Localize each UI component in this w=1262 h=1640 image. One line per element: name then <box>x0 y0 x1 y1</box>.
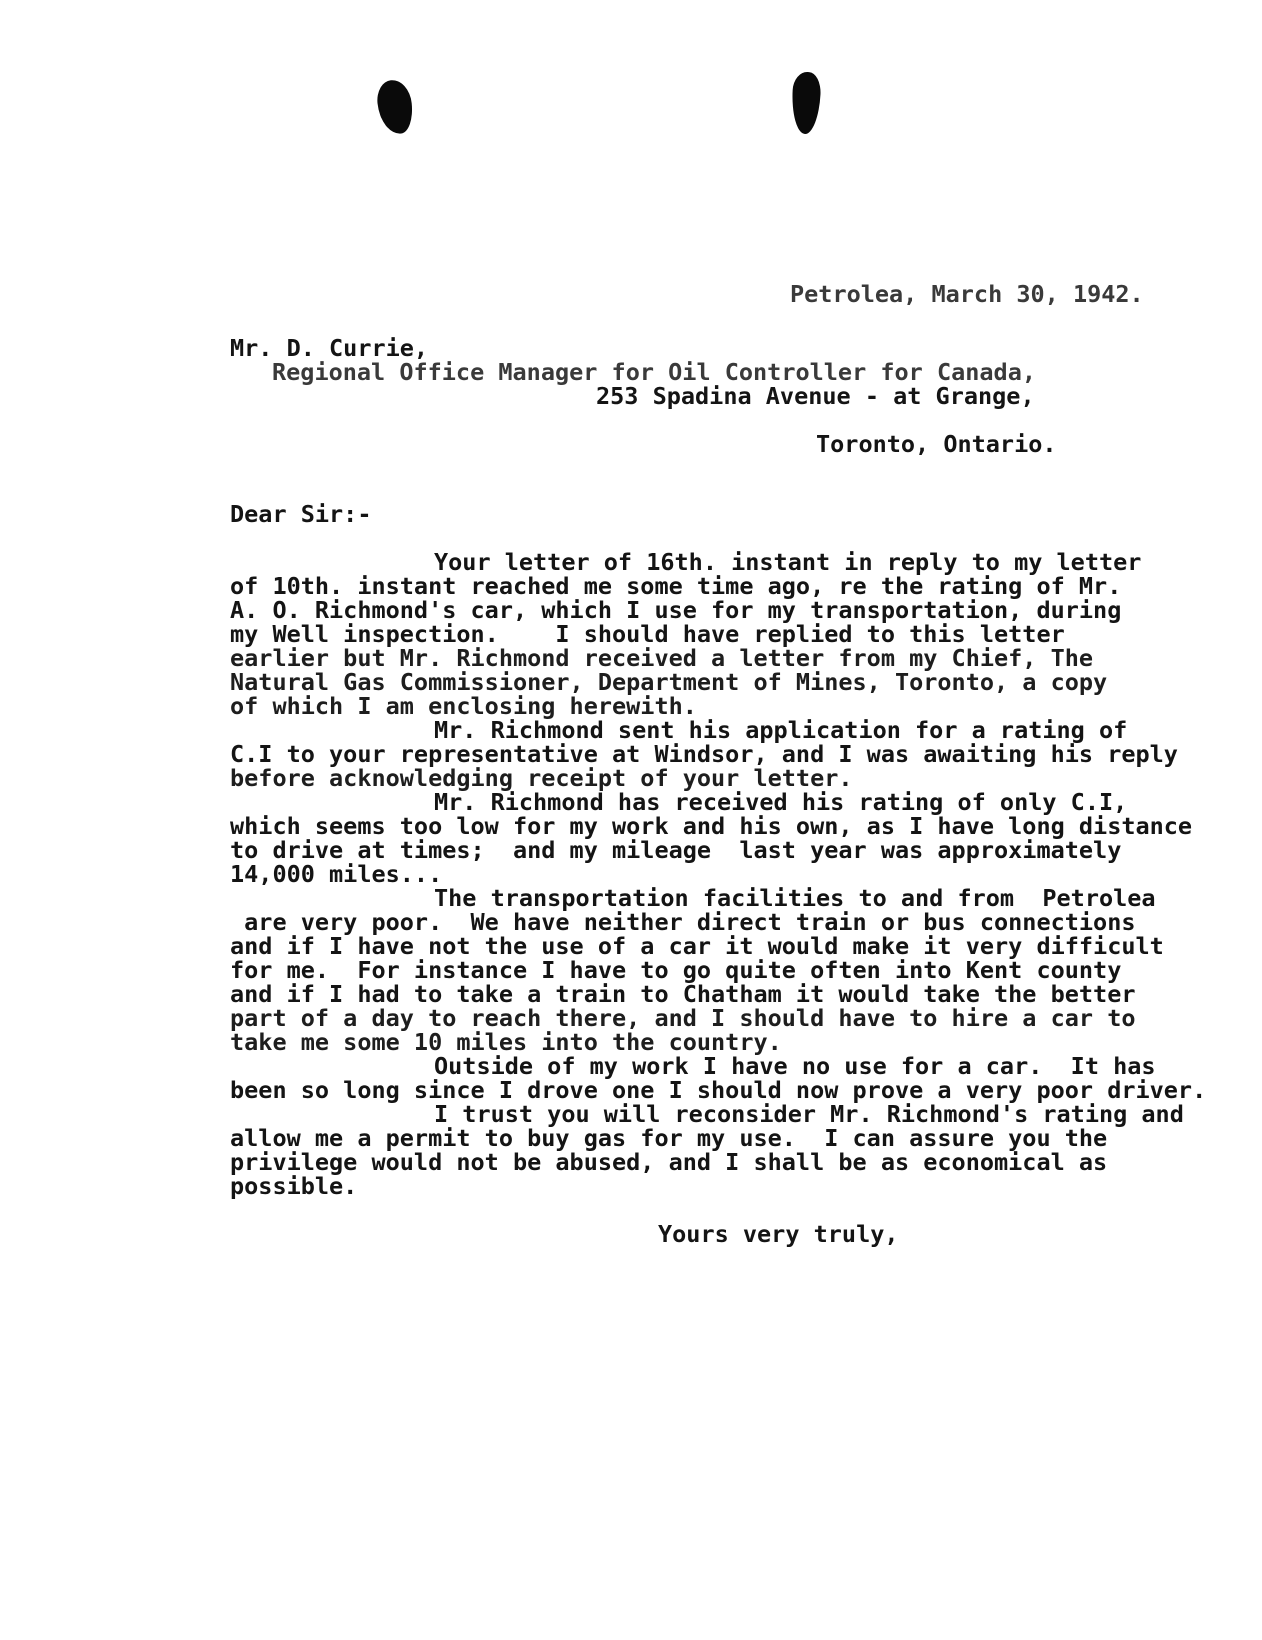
body-line: Mr. Richmond has received his rating of only C.I, <box>434 788 1128 816</box>
body-line: and if I had to take a train to Chatham it would take the better <box>230 980 1136 1008</box>
body-line: to drive at times; and my mileage last year was approximately <box>230 836 1122 864</box>
salutation: Dear Sir:- <box>230 500 372 528</box>
body-line: privilege would not be abused, and I shall be as economical as <box>230 1148 1108 1176</box>
body-line: 14,000 miles... <box>230 860 443 888</box>
body-line: The transportation facilities to and from Petrolea <box>434 884 1156 912</box>
punch-hole-right <box>790 71 821 134</box>
date-line: Petrolea, March 30, 1942. <box>790 280 1144 308</box>
body-line: Outside of my work I have no use for a car. It has <box>434 1052 1156 1080</box>
body-line: which seems too low for my work and his own, as I have long distance <box>230 812 1193 840</box>
addressee-city: Toronto, Ontario. <box>816 430 1057 458</box>
body-line: are very poor. We have neither direct train or bus connections <box>230 908 1136 936</box>
body-line: C.I to your representative at Windsor, and I was awaiting his reply <box>230 740 1178 768</box>
body-line: and if I have not the use of a car it would make it very difficult <box>230 932 1164 960</box>
body-line: been so long since I drove one I should now prove a very poor driver. <box>230 1076 1207 1104</box>
body-line: of 10th. instant reached me some time ago, re the rating of Mr. <box>230 572 1122 600</box>
body-line: take me some 10 miles into the country. <box>230 1028 782 1056</box>
body-line: earlier but Mr. Richmond received a letter from my Chief, The <box>230 644 1094 672</box>
closing: Yours very truly, <box>658 1220 899 1248</box>
body-line: A. O. Richmond's car, which I use for my transportation, during <box>230 596 1122 624</box>
body-line: before acknowledging receipt of your letter. <box>230 764 853 792</box>
addressee-street: 253 Spadina Avenue - at Grange, <box>596 382 1035 410</box>
body-line: for me. For instance I have to go quite often into Kent county <box>230 956 1122 984</box>
addressee-name: Mr. D. Currie, <box>230 334 429 362</box>
body-line: Natural Gas Commissioner, Department of Mines, Toronto, a copy <box>230 668 1108 696</box>
body-line: Mr. Richmond sent his application for a rating of <box>434 716 1128 744</box>
punch-hole-left <box>375 78 414 135</box>
addressee-title: Regional Office Manager for Oil Controller for Canada, <box>272 358 1037 386</box>
body-line: part of a day to reach there, and I should have to hire a car to <box>230 1004 1136 1032</box>
body-line: allow me a permit to buy gas for my use. I can assure you the <box>230 1124 1108 1152</box>
body-line: of which I am enclosing herewith. <box>230 692 697 720</box>
body-line: possible. <box>230 1172 358 1200</box>
body-line: Your letter of 16th. instant in reply to my letter <box>434 548 1142 576</box>
body-line: my Well inspection. I should have replied to this letter <box>230 620 1065 648</box>
body-line: I trust you will reconsider Mr. Richmond's rating and <box>434 1100 1184 1128</box>
